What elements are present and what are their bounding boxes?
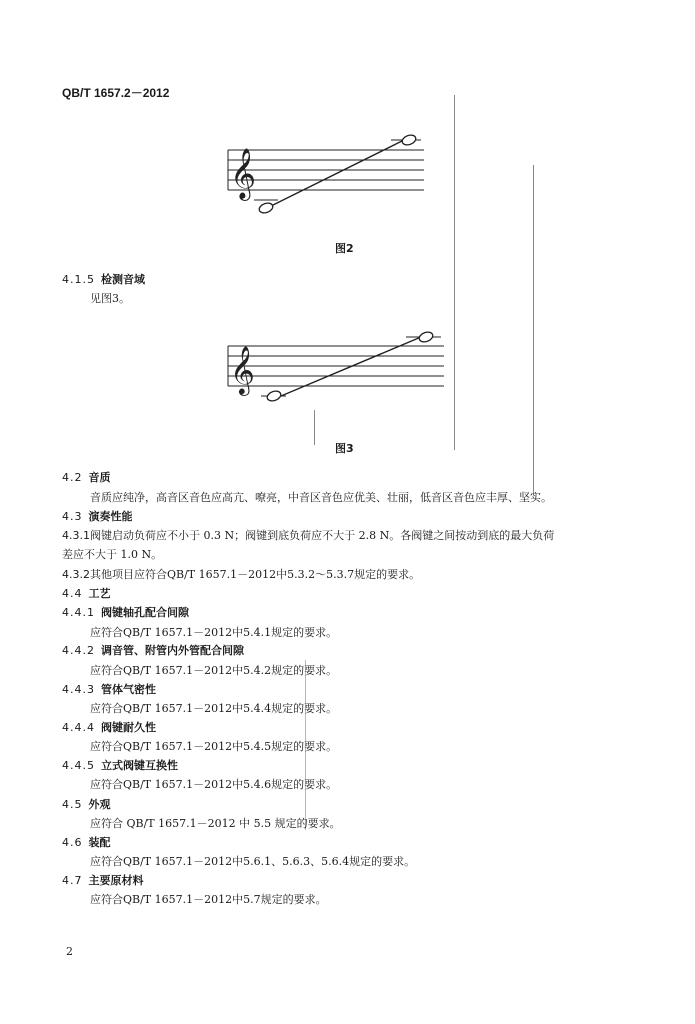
section-4-4-2-heading [62,642,244,658]
section-title: 调音管、附管内外管配合间隙 [101,644,244,657]
section-4-5-heading [62,796,111,812]
section-text: 阀键启动负荷应不小于 0.3 N；阀键到底负荷应不大于 2.8 N。各阀键之间按动到底的最大负荷 [90,529,555,542]
section-title: 立式阀键互换性 [101,759,178,772]
section-4-1-5-heading [62,271,145,287]
section-number: 4.3.2 [62,568,90,581]
svg-text:𝄞: 𝄞 [230,148,257,199]
section-4-3-heading [62,508,133,524]
section-4-4-4-text: 应符合QB/T 1657.1－2012中5.4.5规定的要求。 [90,740,338,753]
section-4-3-1-line1 [62,527,554,543]
section-number: 4.4.5 [62,759,95,772]
figure-3-caption: 图3 [335,442,354,455]
section-number: 4.2 [62,471,83,484]
section-number: 4.5 [62,798,83,811]
section-4-3-1-line2: 差应不大于 1.0 N。 [62,548,163,561]
section-title: 检测音域 [101,273,145,286]
figure-3-staff [226,328,446,408]
section-4-2-text: 音质应纯净，高音区音色应高亢、嘹亮，中音区音色应优美、壮丽，低音区音色应丰厚、坚实。 [90,491,552,504]
section-4-5-text: 应符合 QB/T 1657.1－2012 中 5.5 规定的要求。 [90,817,341,830]
section-number: 4.4.1 [62,606,95,619]
svg-text:𝄞: 𝄞 [230,345,255,394]
section-number: 4.4.3 [62,683,95,696]
section-title: 主要原材料 [88,874,144,887]
section-title: 演奏性能 [88,510,133,523]
section-title: 外观 [88,798,111,811]
scan-line [454,95,455,450]
standard-code-header: QB/T 1657.2－2012 [62,86,170,100]
section-4-4-1-text: 应符合QB/T 1657.1－2012中5.4.1规定的要求。 [90,626,338,639]
section-4-2-heading [62,469,111,485]
section-4-3-2 [62,566,420,582]
section-4-4-5-text: 应符合QB/T 1657.1－2012中5.4.6规定的要求。 [90,778,338,791]
section-4-4-1-heading [62,604,189,620]
section-text: 其他项目应符合QB/T 1657.1－2012中5.3.2～5.3.7规定的要求。 [90,568,421,581]
section-number: 4.7 [62,874,83,887]
section-4-4-heading [62,585,111,601]
scan-line [533,165,534,495]
section-4-4-2-text: 应符合QB/T 1657.1－2012中5.4.2规定的要求。 [90,664,338,677]
section-title: 音质 [88,471,111,484]
section-number: 4.4 [62,587,83,600]
section-4-1-5-text: 见图3。 [90,292,130,305]
section-number: 4.3.1 [62,529,90,542]
section-4-7-text: 应符合QB/T 1657.1－2012中5.7规定的要求。 [90,893,327,906]
section-number: 4.4.2 [62,644,95,657]
section-4-6-text: 应符合QB/T 1657.1－2012中5.6.1、5.6.3、5.6.4规定的要求。 [90,855,416,868]
page-number: 2 [66,945,73,958]
section-4-4-5-heading [62,757,178,773]
section-title: 阀键耐久性 [101,721,156,734]
section-title: 阀键轴孔配合间隙 [101,606,189,619]
section-4-7-heading [62,872,144,888]
section-4-4-3-text: 应符合QB/T 1657.1－2012中5.4.4规定的要求。 [90,702,338,715]
section-4-4-4-heading [62,719,156,735]
section-4-4-3-heading [62,681,156,697]
section-number: 4.1.5 [62,273,95,286]
section-4-6-heading [62,834,111,850]
section-number: 4.6 [62,836,83,849]
section-title: 管体气密性 [101,683,156,696]
figure-2-staff [226,130,426,220]
section-title: 装配 [88,836,111,849]
section-title: 工艺 [88,587,111,600]
section-number: 4.3 [62,510,83,523]
figure-2-caption: 图2 [335,242,354,255]
section-number: 4.4.4 [62,721,95,734]
scan-line [314,410,315,445]
